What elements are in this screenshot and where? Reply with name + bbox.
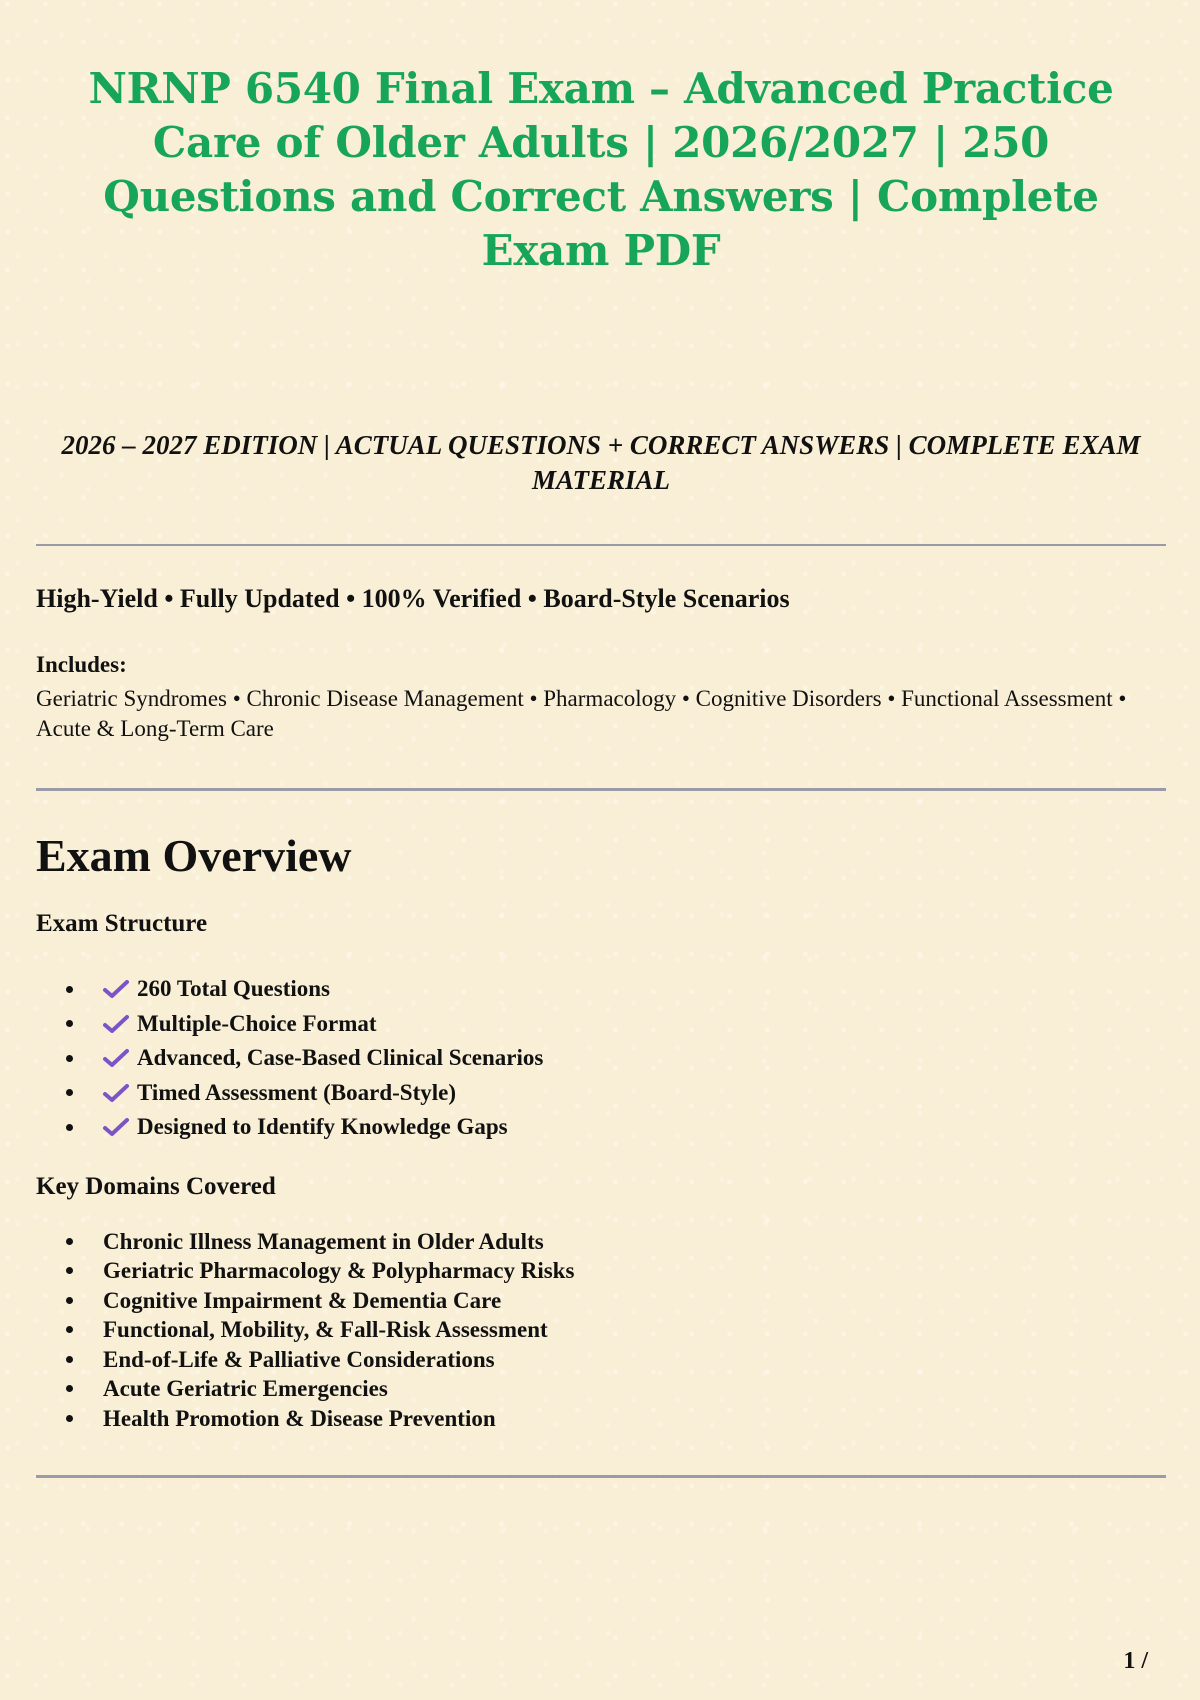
list-item-text: Timed Assessment (Board-Style) xyxy=(137,1079,457,1105)
bullet-icon xyxy=(66,1385,73,1392)
bullet-icon xyxy=(66,1020,73,1027)
document-title: NRNP 6540 Final Exam – Advanced Practice Care of Older Adults | 2026/2027 | 250 Questions and Correct Answers | Complete Exam PDF xyxy=(88,64,1114,275)
list-item xyxy=(66,1076,1166,1111)
check-mark-icon xyxy=(103,979,129,999)
divider xyxy=(36,788,1166,791)
list-item-text: Chronic Illness Management in Older Adults xyxy=(103,1228,544,1254)
exam-structure-heading: Exam Structure xyxy=(36,910,208,937)
bullet-icon xyxy=(66,1124,73,1131)
list-item xyxy=(66,1256,1166,1286)
bullet-icon xyxy=(66,1267,73,1274)
list-item-text: Geriatric Pharmacology & Polypharmacy Risks xyxy=(103,1258,575,1283)
check-mark-icon xyxy=(103,1083,129,1103)
list-item xyxy=(66,1227,1166,1257)
list-item xyxy=(66,1041,1166,1076)
key-domains-list xyxy=(36,1227,1166,1434)
divider xyxy=(36,544,1166,546)
key-domains-heading: Key Domains Covered xyxy=(36,1172,276,1200)
list-item-text: End-of-Life & Palliative Considerations xyxy=(103,1346,495,1372)
divider xyxy=(36,1475,1166,1478)
check-mark-icon xyxy=(103,1048,129,1068)
includes-text: Geriatric Syndromes • Chronic Disease Management • Pharmacology • Cognitive Disorders • Functional Assessment • Acute & Long-Term Care xyxy=(36,686,1127,741)
list-item xyxy=(66,1315,1166,1345)
list-item-text: Cognitive Impairment & Dementia Care xyxy=(103,1287,502,1313)
bullet-icon xyxy=(66,1238,73,1245)
list-item xyxy=(66,1110,1166,1145)
list-item-text: Acute Geriatric Emergencies xyxy=(103,1376,388,1401)
document-page xyxy=(36,0,1166,1700)
tagline: High-Yield • Fully Updated • 100% Verified • Board-Style Scenarios xyxy=(36,584,790,613)
list-item xyxy=(66,1007,1166,1042)
list-item-text: Designed to Identify Knowledge Gaps xyxy=(137,1114,508,1139)
list-item-text: Health Promotion & Disease Prevention xyxy=(103,1405,496,1431)
edition-line: 2026 – 2027 EDITION | ACTUAL QUESTIONS + CORRECT ANSWERS | COMPLETE EXAM MATERIAL xyxy=(61,430,1141,495)
check-mark-icon xyxy=(103,1117,129,1137)
check-mark-icon xyxy=(103,1014,129,1034)
page-number: 1 / xyxy=(1123,1648,1148,1674)
list-item-text: 260 Total Questions xyxy=(137,976,330,1001)
includes-label: Includes: xyxy=(36,652,127,677)
list-item xyxy=(66,972,1166,1007)
bullet-icon xyxy=(66,1415,73,1422)
bullet-icon xyxy=(66,1089,73,1096)
list-item xyxy=(66,1345,1166,1375)
list-item-text: Functional, Mobility, & Fall-Risk Assessment xyxy=(103,1317,548,1342)
exam-structure-list xyxy=(36,972,1166,1145)
bullet-icon xyxy=(66,1326,73,1333)
exam-overview-heading: Exam Overview xyxy=(36,830,352,881)
bullet-icon xyxy=(66,986,73,993)
list-item-text: Advanced, Case-Based Clinical Scenarios xyxy=(137,1045,544,1070)
list-item-text: Multiple-Choice Format xyxy=(137,1010,377,1036)
list-item xyxy=(66,1374,1166,1404)
bullet-icon xyxy=(66,1297,73,1304)
bullet-icon xyxy=(66,1356,73,1363)
bullet-icon xyxy=(66,1055,73,1062)
list-item xyxy=(66,1404,1166,1434)
list-item xyxy=(66,1286,1166,1316)
